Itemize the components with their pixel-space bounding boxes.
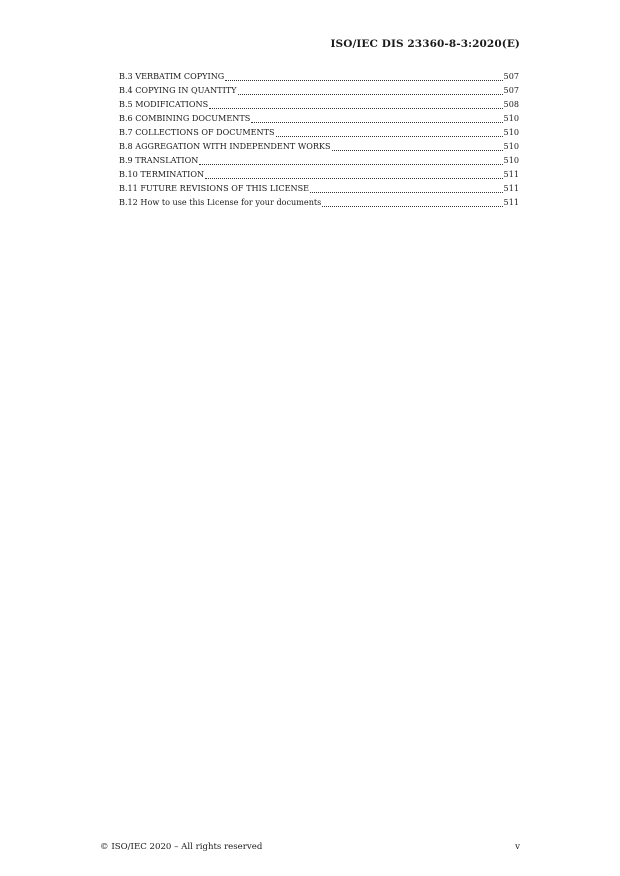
toc-entry-page: 507 [503,85,519,95]
toc-entry-title: B.7 COLLECTIONS OF DOCUMENTS [119,127,275,137]
toc-entry-title: B.10 TERMINATION [119,169,205,179]
toc-dot-leader [310,192,502,193]
toc-dot-leader [276,136,503,137]
toc-entry[interactable] [119,139,519,153]
toc-entry-page: 510 [503,113,519,123]
toc-entry-title: B.9 TRANSLATION [119,155,199,165]
copyright-notice: © ISO/IEC 2020 – All rights reserved [100,842,263,852]
toc-entry-title: B.6 COMBINING DOCUMENTS [119,113,251,123]
toc-entry[interactable] [119,153,519,167]
toc-entry-title: B.8 AGGREGATION WITH INDEPENDENT WORKS [119,141,331,151]
toc-entry-title: B.4 COPYING IN QUANTITY [119,85,237,95]
toc-dot-leader [209,108,502,109]
toc-entry-page: 511 [503,197,519,207]
page-number: v [515,842,520,852]
toc-dot-leader [322,206,502,207]
toc-entry-title: B.5 MODIFICATIONS [119,99,209,109]
toc-entry-page: 510 [503,155,519,165]
toc-dot-leader [225,80,502,81]
toc-entry-page: 507 [503,71,519,81]
toc-entry-page: 508 [503,99,519,109]
toc-entry[interactable] [119,125,519,139]
toc-entry[interactable] [119,83,519,97]
toc-dot-leader [332,150,503,151]
toc-dot-leader [251,122,502,123]
toc-dot-leader [205,178,502,179]
toc-entry-page: 510 [503,127,519,137]
toc-entry-page: 510 [503,141,519,151]
document-header: ISO/IEC DIS 23360-8-3:2020(E) [330,38,520,50]
toc-entry-title: B.11 FUTURE REVISIONS OF THIS LICENSE [119,183,310,193]
toc-entry[interactable] [119,111,519,125]
toc-entry[interactable] [119,69,519,83]
toc-dot-leader [199,164,502,165]
toc-dot-leader [238,94,503,95]
toc-entry[interactable] [119,167,519,181]
toc-entry-title: B.12 How to use this License for your documents [119,197,322,207]
toc-entry-title: B.3 VERBATIM COPYING [119,71,225,81]
toc-entry[interactable] [119,195,519,209]
toc-entry-page: 511 [503,169,519,179]
toc-entry[interactable] [119,181,519,195]
toc-entry-page: 511 [503,183,519,193]
toc-entry[interactable] [119,97,519,111]
table-of-contents [119,69,519,209]
